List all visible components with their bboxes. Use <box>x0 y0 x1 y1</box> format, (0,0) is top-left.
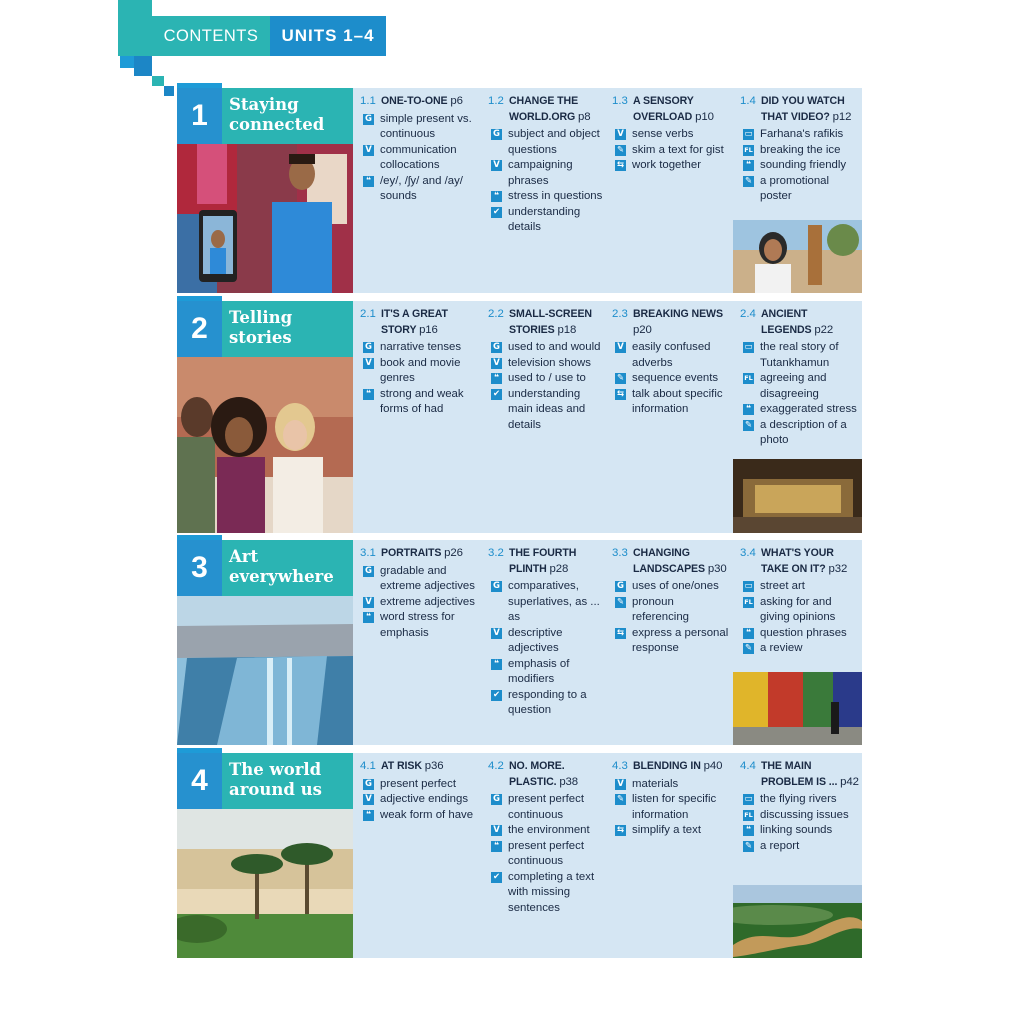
lesson-item: ❝ strong and weak forms of had <box>360 387 480 418</box>
lesson-column <box>612 94 732 174</box>
lesson-item: ✔ understanding details <box>492 205 581 233</box>
lesson-item: ✎ sequence events <box>616 372 719 384</box>
vocabulary-icon: V <box>615 342 626 353</box>
lesson-item: ✎ a report <box>744 839 800 852</box>
unit-title: Staying connected <box>222 88 353 144</box>
vocabulary-icon: V <box>491 825 502 836</box>
speaking-icon: ⇆ <box>616 160 625 170</box>
vocabulary-icon: V <box>491 628 502 639</box>
vocabulary-icon: V <box>491 358 502 369</box>
grammar-icon: G <box>363 114 374 125</box>
lesson-item: G gradable and extreme adjectives <box>365 564 475 592</box>
grammar-icon: G <box>491 794 502 805</box>
lesson-photo <box>733 459 862 533</box>
pronunciation-icon: ❝ <box>743 160 754 171</box>
grammar-icon: G <box>491 581 502 592</box>
lesson-item: ❝ stress in questions <box>488 189 606 205</box>
unit-photo <box>177 144 353 293</box>
writing-icon: ✎ <box>744 643 753 653</box>
functional-language-icon: FL <box>744 810 753 819</box>
grammar-icon: G <box>363 342 374 353</box>
vocabulary-icon: V <box>615 779 626 790</box>
lesson-item: ▭ the flying rivers <box>744 793 837 805</box>
unit-row <box>177 301 862 533</box>
lesson-column <box>360 307 480 418</box>
unit-title: Telling stories <box>222 301 353 357</box>
lesson-item: ✔ understanding main ideas and details <box>492 387 586 431</box>
lesson-item: ⇆ express a personal response <box>616 626 729 654</box>
speaking-icon: ⇆ <box>616 825 625 835</box>
video-icon: ▭ <box>744 129 753 139</box>
lesson-heading[interactable]: 1.3 A SENSORY OVERLOAD p10 <box>612 95 714 123</box>
skills-icon: ✎ <box>616 596 625 607</box>
skills-icon: ✔ <box>492 388 501 399</box>
functional-language-icon: FL <box>744 597 753 606</box>
lesson-item: ⇆ work together <box>616 159 702 171</box>
lesson-heading[interactable]: 2.3 BREAKING NEWS p20 <box>612 308 723 336</box>
lesson-heading[interactable]: 2.2 SMALL-SCREEN STORIES p18 <box>488 308 592 336</box>
lesson-item: G comparatives, superlatives, as ... as <box>493 580 600 623</box>
skills-icon: ✎ <box>616 794 625 804</box>
lesson-item: ❝ weak form of have <box>360 808 480 824</box>
lesson-item: V extreme adjectives <box>360 595 480 611</box>
corner-decoration <box>152 76 164 86</box>
lesson-item: ❝ present perfect continuous <box>488 839 606 870</box>
contents-header <box>152 16 386 56</box>
lesson-heading[interactable]: 2.4 ANCIENT LEGENDS p22 <box>740 308 834 336</box>
pronunciation-icon: ❝ <box>363 810 374 821</box>
lesson-item: V materials <box>612 777 732 793</box>
unit-number: 1 <box>177 88 222 144</box>
lesson-column <box>612 546 732 657</box>
lesson-column <box>488 759 606 916</box>
unit-row <box>177 88 862 293</box>
lesson-column <box>488 546 606 719</box>
lesson-item: ▭ the real story of Tutankhamun <box>744 341 839 369</box>
lesson-column <box>612 307 732 418</box>
skills-icon: ✎ <box>616 144 625 155</box>
lesson-item: V the environment <box>488 823 606 839</box>
lesson-column <box>612 759 732 839</box>
lesson-heading[interactable]: 1.1 ONE-TO-ONE p6 <box>360 95 463 107</box>
lesson-heading[interactable]: 1.2 CHANGE THE WORLD.ORG p8 <box>488 95 591 123</box>
video-icon: ▭ <box>744 581 753 591</box>
corner-decoration <box>134 56 152 76</box>
pronunciation-icon: ❝ <box>743 825 754 836</box>
lesson-item: G subject and object questions <box>493 128 600 156</box>
writing-icon: ✎ <box>744 419 753 430</box>
lesson-item: ✎ skim a text for gist <box>616 143 724 156</box>
lesson-item: ✎ a promotional poster <box>744 174 830 202</box>
lesson-item: FL agreeing and disagreeing <box>744 372 827 400</box>
lesson-item: ✎ pronoun referencing <box>616 595 689 623</box>
speaking-icon: ⇆ <box>616 627 625 638</box>
lesson-item: V campaigning phrases <box>488 158 606 189</box>
grammar-icon: G <box>363 566 374 577</box>
lesson-item: V easily confused adverbs <box>612 340 732 371</box>
lesson-column <box>740 759 860 854</box>
lesson-column <box>740 546 860 657</box>
lesson-item: ❝ used to / use to <box>488 371 606 387</box>
unit-photo <box>177 809 353 958</box>
unit-number: 3 <box>177 540 222 596</box>
vocabulary-icon: V <box>363 794 374 805</box>
lesson-item: ▭ Farhana's rafikis <box>744 128 844 140</box>
lesson-item: ✔ completing a text with missing sentences <box>492 870 595 914</box>
lesson-item: V sense verbs <box>612 127 732 143</box>
skills-icon: ✔ <box>492 689 501 700</box>
lesson-heading[interactable]: 4.3 BLENDING IN p40 <box>612 760 723 772</box>
lesson-item: ✎ listen for specific information <box>616 793 717 821</box>
vocabulary-icon: V <box>363 145 374 156</box>
grammar-icon: G <box>491 342 502 353</box>
lesson-item: ❝ word stress for emphasis <box>360 610 480 641</box>
writing-icon: ✎ <box>744 175 753 186</box>
pronunciation-icon: ❝ <box>743 628 754 639</box>
lesson-heading[interactable]: 4.2 NO. MORE. PLASTIC. p38 <box>488 760 579 788</box>
lesson-item: ✎ a review <box>744 642 803 654</box>
lesson-item: V adjective endings <box>360 792 480 808</box>
lesson-column <box>360 94 480 205</box>
unit-number: 4 <box>177 753 222 809</box>
functional-language-icon: FL <box>744 145 753 154</box>
lesson-item: G simple present vs. continuous <box>365 112 472 140</box>
skills-icon: ✔ <box>492 871 501 882</box>
lesson-item: G narrative tenses <box>365 341 462 353</box>
speaking-icon: ⇆ <box>616 388 625 399</box>
lesson-item: ❝ linking sounds <box>740 823 860 839</box>
units-range-label: UNITS 1–4 <box>270 16 386 56</box>
lesson-item: ⇆ talk about specific information <box>616 387 723 415</box>
writing-icon: ✎ <box>744 840 753 851</box>
lesson-item: FL breaking the ice <box>744 143 841 156</box>
lesson-item: G used to and would <box>493 341 601 353</box>
lesson-heading[interactable]: 3.3 CHANGING LANDSCAPES p30 <box>612 547 727 575</box>
grammar-icon: G <box>363 779 374 790</box>
grammar-icon: G <box>491 129 502 140</box>
corner-decoration <box>120 56 134 68</box>
lesson-item: ✔ responding to a question <box>492 688 587 716</box>
pronunciation-icon: ❝ <box>363 176 374 187</box>
pronunciation-icon: ❝ <box>363 389 374 400</box>
lesson-item: ✎ a description of a photo <box>744 418 847 446</box>
lesson-heading[interactable]: 3.2 THE FOURTH PLINTH p28 <box>488 547 577 575</box>
lesson-column <box>740 307 860 449</box>
lesson-item: G present perfect continuous <box>493 793 584 821</box>
lesson-column <box>488 94 606 236</box>
lesson-item: ▭ street art <box>744 580 805 592</box>
lesson-photo <box>733 220 862 293</box>
pronunciation-icon: ❝ <box>491 191 502 202</box>
lesson-heading[interactable]: 3.1 PORTRAITS p26 <box>360 547 463 559</box>
corner-decoration <box>164 86 174 96</box>
video-icon: ▭ <box>744 342 753 352</box>
skills-icon: ✔ <box>492 206 501 217</box>
lesson-item: V television shows <box>488 356 606 372</box>
pronunciation-icon: ❝ <box>743 404 754 415</box>
lesson-column <box>360 759 480 823</box>
skills-icon: ✎ <box>616 373 625 383</box>
unit-row <box>177 753 862 958</box>
pronunciation-icon: ❝ <box>491 659 502 670</box>
unit-photo <box>177 357 353 533</box>
lesson-item: ⇆ simplify a text <box>616 824 701 836</box>
unit-title: The world around us <box>222 753 353 809</box>
lesson-heading[interactable]: 1.4 DID YOU WATCH THAT VIDEO? p12 <box>740 95 852 123</box>
pronunciation-icon: ❝ <box>363 612 374 623</box>
lesson-photo <box>733 885 862 958</box>
unit-title: Art everywhere <box>222 540 353 596</box>
lesson-heading[interactable]: 3.4 WHAT'S YOUR TAKE ON IT? p32 <box>740 547 848 575</box>
vocabulary-icon: V <box>363 358 374 369</box>
lesson-item: G present perfect <box>365 777 456 790</box>
lesson-item: V communication collocations <box>360 143 480 174</box>
pronunciation-icon: ❝ <box>491 373 502 384</box>
lesson-heading[interactable]: 2.1 IT'S A GREAT STORY p16 <box>360 308 448 336</box>
lesson-item: FL discussing issues <box>744 808 849 821</box>
contents-label: CONTENTS <box>152 16 270 56</box>
unit-row <box>177 540 862 745</box>
video-icon: ▭ <box>744 794 753 804</box>
lesson-heading[interactable]: 4.1 AT RISK p36 <box>360 760 444 772</box>
vocabulary-icon: V <box>363 597 374 608</box>
lesson-item: G uses of one/ones <box>617 580 719 592</box>
grammar-icon: G <box>615 581 626 592</box>
lesson-column <box>488 307 606 433</box>
lesson-photo <box>733 672 862 745</box>
lesson-column <box>360 546 480 641</box>
lesson-item: ❝ exaggerated stress <box>740 402 860 418</box>
lesson-heading[interactable]: 4.4 THE MAIN PROBLEM IS ... p42 <box>740 760 859 788</box>
lesson-column <box>740 94 860 205</box>
functional-language-icon: FL <box>744 374 753 382</box>
pronunciation-icon: ❝ <box>491 841 502 852</box>
lesson-item: ❝ /ey/, /ʃy/ and /ay/ sounds <box>360 174 480 205</box>
lesson-item: ❝ emphasis of modifiers <box>488 657 606 688</box>
lesson-item: V book and movie genres <box>360 356 480 387</box>
vocabulary-icon: V <box>491 160 502 171</box>
lesson-item: FL asking for and giving opinions <box>744 595 836 623</box>
lesson-item: ❝ sounding friendly <box>740 158 860 174</box>
unit-photo <box>177 596 353 745</box>
corner-decoration <box>118 0 152 56</box>
lesson-item: ❝ question phrases <box>740 626 860 642</box>
lesson-item: V descriptive adjectives <box>488 626 606 657</box>
unit-number: 2 <box>177 301 222 357</box>
vocabulary-icon: V <box>615 129 626 140</box>
